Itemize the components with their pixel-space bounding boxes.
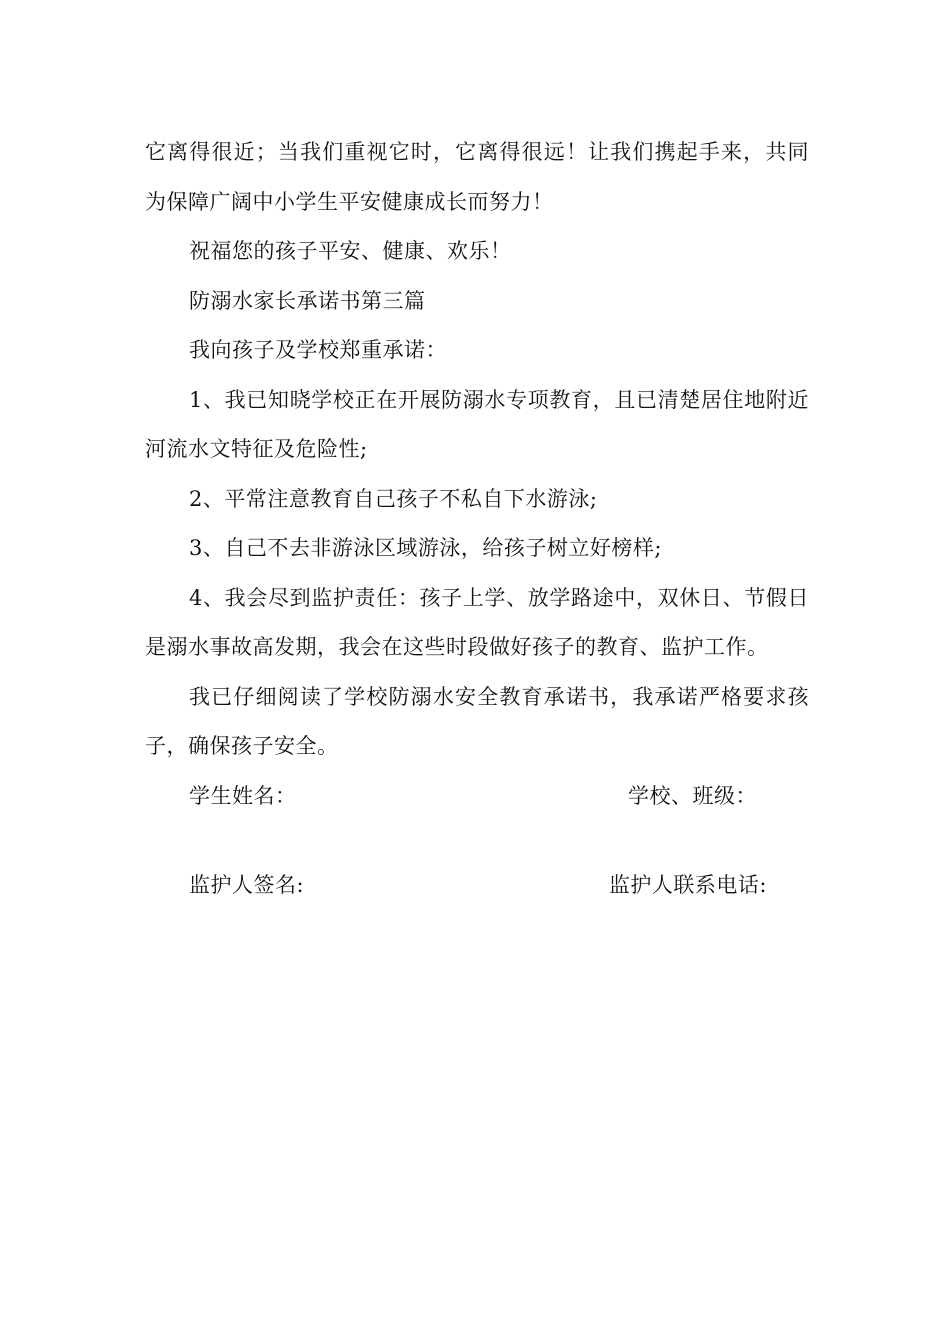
paragraph-confirmation: 我已仔细阅读了学校防溺水安全教育承诺书，我承诺严格要求孩子，确保孩子安全。	[145, 684, 809, 758]
guardian-phone-label: 监护人联系电话:	[608, 873, 767, 897]
pledge-item-3: 3、自己不去非游泳区域游泳，给孩子树立好榜样;	[189, 536, 662, 560]
document-body	[145, 128, 809, 911]
student-name-label: 学生姓名：	[189, 783, 297, 808]
paragraph-closing-continued: 它离得很近；当我们重视它时，它离得很远！让我们携起手来，共同为保障广阔中小学生平安健康成长而努力！	[145, 140, 809, 214]
signature-row-guardian	[145, 861, 809, 911]
paragraph-blessing: 祝福您的孩子平安、健康、欢乐！	[189, 239, 512, 263]
paragraph-pledge-intro: 我向孩子及学校郑重承诺：	[189, 338, 447, 362]
section-title: 防溺水家长承诺书第三篇	[189, 288, 426, 313]
signature-row-student	[145, 772, 809, 822]
guardian-signature-label: 监护人签名:	[189, 873, 305, 897]
pledge-item-4: 4、我会尽到监护责任：孩子上学、放学路途中，双休日、节假日是溺水事故高发期，我会在这些时段做好孩子的教育、监护工作。	[145, 585, 809, 659]
pledge-item-2: 2、平常注意教育自己孩子不私自下水游泳;	[189, 486, 598, 511]
signature-gap	[145, 821, 809, 861]
school-class-label: 学校、班级：	[628, 783, 757, 808]
pledge-item-1: 1、我已知晓学校正在开展防溺水专项教育，且已清楚居住地附近河流水文特征及危险性;	[145, 387, 809, 461]
